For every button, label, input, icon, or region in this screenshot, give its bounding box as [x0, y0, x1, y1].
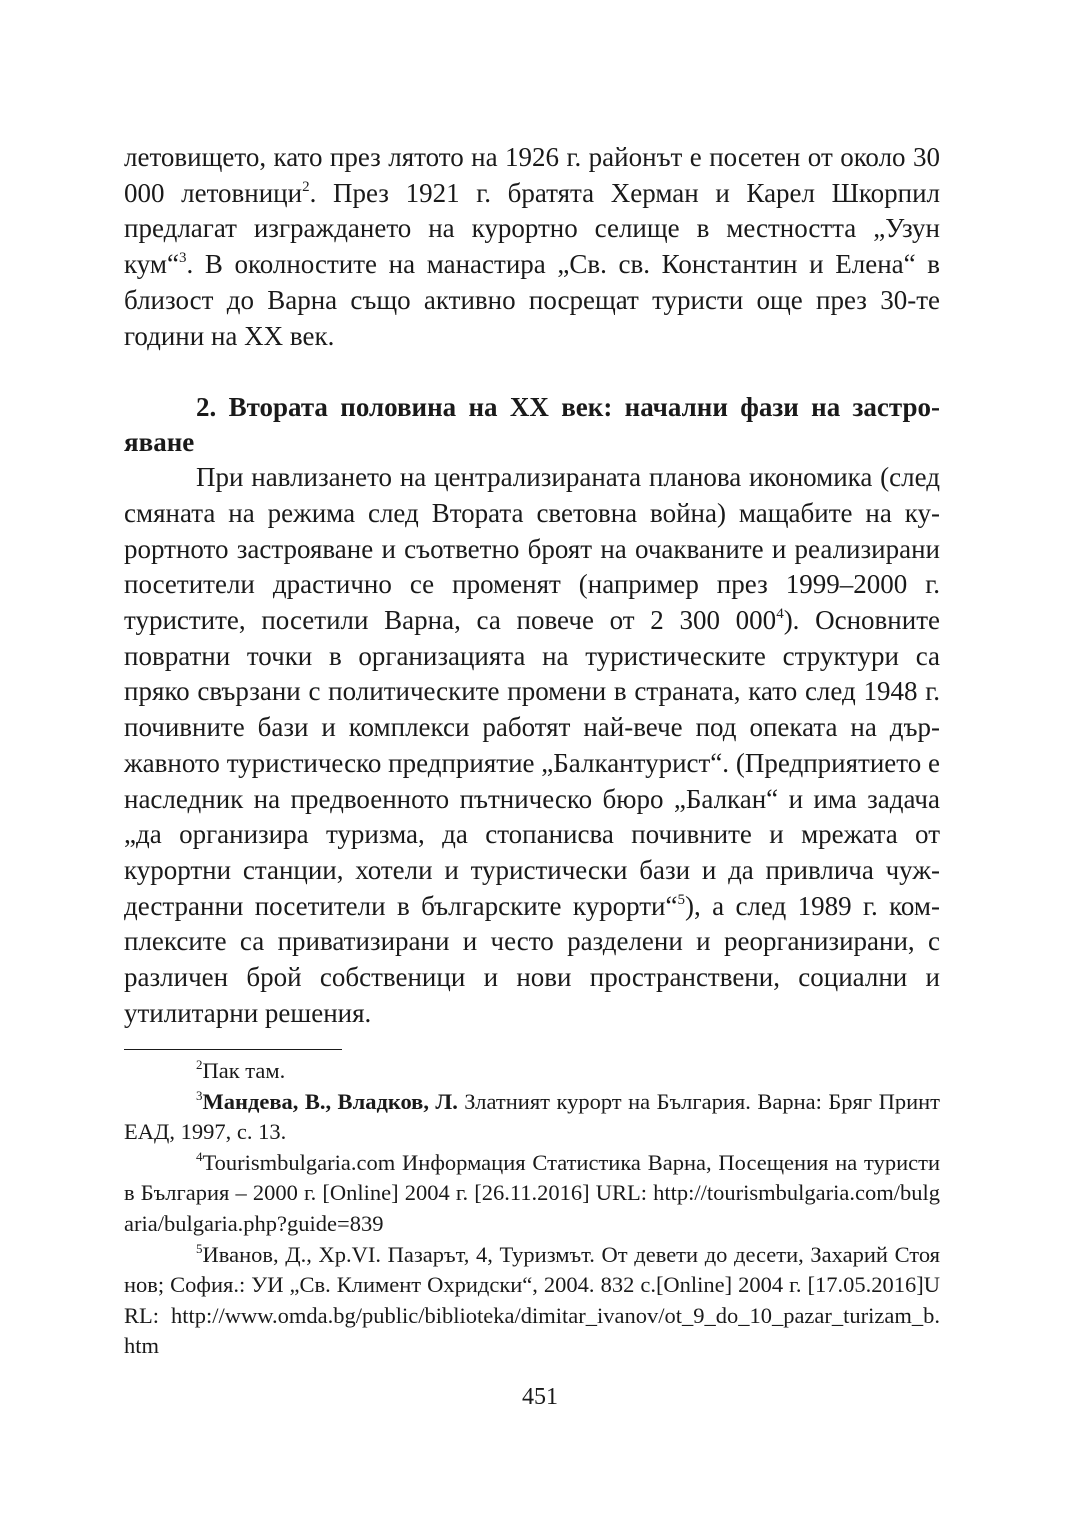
paragraph-1-text-a: летовището, като през лятото на 1926 г. районът е посетен от около 30 000 летовници — [124, 142, 940, 208]
paragraph-2 — [124, 460, 940, 1031]
footnote-number: 3 — [196, 1087, 203, 1103]
footnote-ref-5[interactable]: 5 — [677, 891, 685, 908]
footnote-text: Иванов, Д., Хр.VI. Пазарът, 4, Туризмът. От девети до десети, Захарий Стоянов; София.: УИ „Св. Климент Охридски“, 2004. 832 с.[Online] 2004 г. [17.05.2016]URL: http://www.omda.bg/public/biblioteka/dimitar_ivanov/ot_9_do_10_pazar_turizam_b.htm — [124, 1241, 940, 1359]
footnote-5 — [124, 1240, 940, 1362]
paragraph-1 — [124, 140, 940, 354]
page-body — [124, 140, 940, 1031]
footnotes — [124, 1056, 940, 1362]
footnote-number: 5 — [196, 1240, 203, 1256]
footnote-3 — [124, 1087, 940, 1148]
footnote-ref-3[interactable]: 3 — [178, 250, 187, 267]
footnote-text: Златният курорт на България. Варна: Бряг Принт ЕАД, 1997, с. 13. — [124, 1088, 941, 1145]
footnote-number: 4 — [196, 1148, 203, 1164]
paragraph-1-text-c: . В околностите на манастира „Св. св. Константин и Елена“ в близост до Варна също активно посрещат туристи още през 30-те години на XX век. — [124, 249, 940, 351]
footnote-text: Tourismbulgaria.com Информация Статистика Варна, Посещения на туристи в България – 2000 г. [Online] 2004 г. [26.11.2016] URL: http://tourismbulgaria.com/bulgaria/bulgaria.php?guide=839 — [124, 1149, 940, 1236]
paragraph-2-text-b: ). Основните повратни точки в организацията на туристическите структури са пряко свързани с политическите промени в страната, като след 1948 г. почивните бази и комплекси работят най-вече под опеката на държавното туристическо предприятие „Балкантурист“. (Предприятието е наследник на предвоенното пътническо бюро „Балкан“ и има задача „да организира туризма, да стопанисва почивните и мрежата от курортни станции, хотели и туристически бази и да привлича чуждестранни посетители в българските курорти“ — [124, 605, 940, 921]
page-number: 451 — [522, 1384, 558, 1410]
footnote-text: Пак там. — [202, 1058, 286, 1083]
paragraph-1-text-b: . През 1921 г. братята Херман и Карел Шкорпил предлагат изграждането на курортно селище в местността „Узун кум“ — [124, 177, 941, 280]
footnote-2 — [124, 1056, 940, 1087]
footnote-number: 2 — [196, 1057, 203, 1072]
footnote-separator — [124, 1049, 342, 1050]
footnote-authors: Мандева, В., Владков, Л. — [202, 1088, 458, 1114]
section-heading: 2. Втората половина на XX век: начални фази на застрояване — [124, 392, 940, 458]
paragraph-2-text-c: ), а след 1989 г. комплексите са приватизирани и често разделени и реорганизирани, с различен брой собственици и нови пространствени, социални и утилитарни решения. — [124, 890, 940, 1028]
footnote-4 — [124, 1148, 940, 1240]
paragraph-2-text-a: При навлизането на централизираната планова икономика (след смяната на режима след Втората световна война) мащабите на курортното застрояване и съответно броят на очакваните и реализирани посетители драстично се променят (например през 1999–2000 г. туристите, посетили Варна, са повече от 2 300 000 — [124, 462, 940, 636]
footnote-ref-4[interactable]: 4 — [776, 606, 784, 623]
footnote-ref-2[interactable]: 2 — [302, 178, 310, 195]
